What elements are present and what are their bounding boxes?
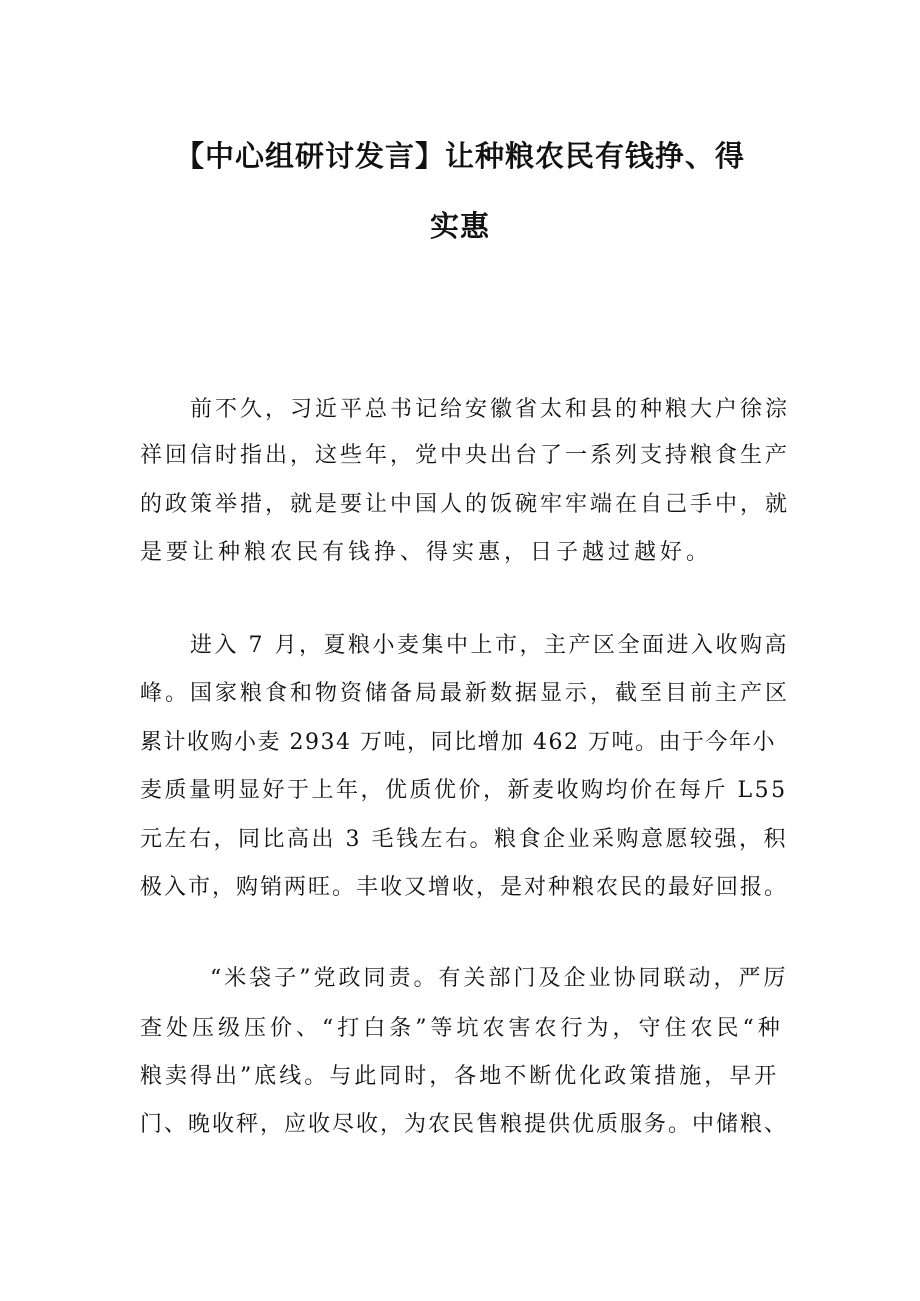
document-title-line-2: 实惠: [429, 209, 490, 243]
paragraph-line: 门、晚收秤，应收尽收，为农民售粮提供优质服务。中储粮、: [140, 1112, 789, 1137]
paragraph-line: 麦质量明显好于上年，优质优价，新麦收购均价在每斤 L55: [140, 778, 788, 803]
paragraph-line: 粮卖得出”底线。与此同时，各地不断优化政策措施，早开: [140, 1064, 780, 1089]
paragraph-line: 元左右，同比高出 3 毛钱左右。粮食企业采购意愿较强，积: [140, 827, 788, 852]
paragraph-line: “米袋子”党政同责。有关部门及企业协同联动，严厉: [210, 966, 789, 991]
paragraph-line: 极入市，购销两旺。丰收又增收，是对种粮农民的最好回报。: [140, 875, 789, 900]
paragraph-line: 累计收购小麦 2934 万吨，同比增加 462 万吨。由于今年小: [140, 730, 776, 755]
paragraph-line: 祥回信时指出，这些年，党中央出台了一系列支持粮食生产: [140, 443, 791, 468]
paragraph-line: 查处压级压价、“打白条”等坑农害农行为，守住农民“种: [140, 1016, 784, 1041]
paragraph-line: 前不久，习近平总书记给安徽省太和县的种粮大户徐淙: [190, 397, 791, 422]
paragraph-line: 是要让种粮农民有钱挣、得实惠，日子越过越好。: [140, 540, 713, 565]
paragraph-line: 峰。国家粮食和物资储备局最新数据显示，截至目前主产区: [140, 681, 791, 706]
paragraph-line: 进入 7 月，夏粮小麦集中上市，主产区全面进入收购高: [190, 633, 789, 658]
paragraph-line: 的政策举措，就是要让中国人的饭碗牢牢端在自己手中，就: [140, 492, 791, 517]
document-title-line-1: 【中心组研讨发言】让种粮农民有钱挣、得: [174, 139, 745, 173]
